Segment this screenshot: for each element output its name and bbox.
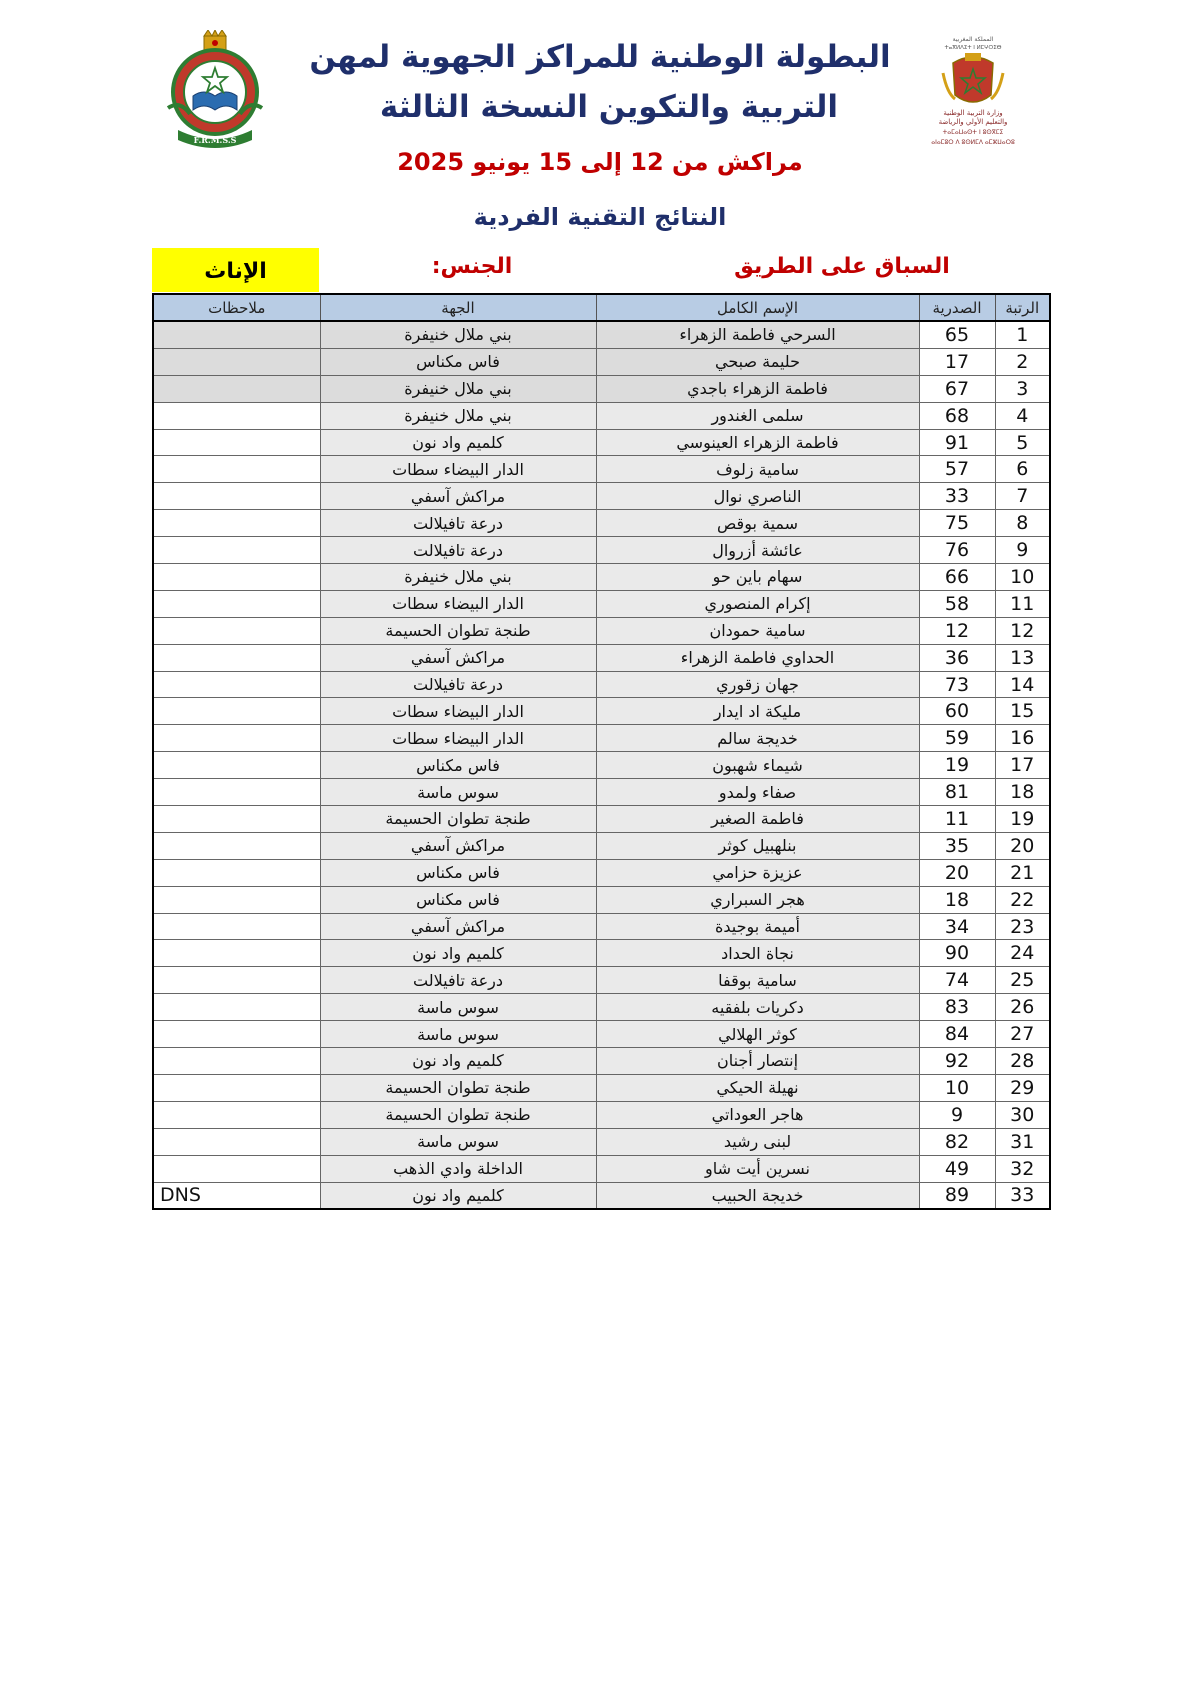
cell-name: أميمة بوجيدة [596,913,919,940]
results-subtitle: النتائج التقنية الفردية [473,203,727,231]
cell-notes [153,402,320,429]
cell-rank: 11 [995,590,1050,617]
table-row [153,590,1050,617]
cell-bib: 75 [919,510,995,537]
cell-bib: 83 [919,994,995,1021]
cell-rank: 21 [995,859,1050,886]
ministry-line1: وزارة التربية الوطنية [943,109,1003,117]
table-row [153,913,1050,940]
col-header-rank: الرتبة [995,294,1050,321]
cell-region: بني ملال خنيفرة [320,375,596,402]
cell-name: نسرين أيت شاو [596,1155,919,1182]
cell-notes [153,644,320,671]
cell-bib: 92 [919,1048,995,1075]
cell-name: شيماء شهبون [596,752,919,779]
table-row [153,1021,1050,1048]
cell-bib: 57 [919,456,995,483]
table-row [153,1048,1050,1075]
cell-name: بنلهبيل كوثر [596,832,919,859]
crown-icon [204,30,226,50]
table-row [153,994,1050,1021]
cell-region: طنجة تطوان الحسيمة [320,806,596,833]
cell-bib: 34 [919,913,995,940]
gender-label: الجنس: [431,254,513,279]
cell-notes [153,725,320,752]
table-row [153,1074,1050,1101]
cell-bib: 49 [919,1155,995,1182]
cell-bib: 18 [919,886,995,913]
cell-notes [153,994,320,1021]
table-row [153,617,1050,644]
cell-bib: 67 [919,375,995,402]
cell-region: مراكش آسفي [320,832,596,859]
table-row [153,1182,1050,1209]
cell-region: طنجة تطوان الحسيمة [320,1101,596,1128]
cell-name: صفاء ولمدو [596,779,919,806]
cell-rank: 28 [995,1048,1050,1075]
cell-notes [153,671,320,698]
cell-region: سوس ماسة [320,994,596,1021]
cell-notes [153,590,320,617]
cell-name: سمية بوقص [596,510,919,537]
cell-rank: 17 [995,752,1050,779]
cell-bib: 90 [919,940,995,967]
cell-rank: 16 [995,725,1050,752]
kingdom-arabic: المملكة المغربية [952,36,994,43]
cell-notes [153,510,320,537]
table-header-row [153,294,1050,321]
gender-value: الإناث [152,248,319,292]
table-row [153,859,1050,886]
cell-name: عزيزة حزامي [596,859,919,886]
cell-bib: 73 [919,671,995,698]
cell-region: فاس مكناس [320,859,596,886]
cell-region: مراكش آسفي [320,644,596,671]
cell-rank: 30 [995,1101,1050,1128]
cell-bib: 19 [919,752,995,779]
cell-region: كلميم واد نون [320,429,596,456]
cell-rank: 19 [995,806,1050,833]
table-row [153,375,1050,402]
cell-rank: 31 [995,1128,1050,1155]
cell-rank: 14 [995,671,1050,698]
table-row [153,564,1050,591]
cell-notes [153,1048,320,1075]
cell-notes [153,913,320,940]
cell-bib: 82 [919,1128,995,1155]
cell-bib: 66 [919,564,995,591]
cell-bib: 59 [919,725,995,752]
cell-region: مراكش آسفي [320,483,596,510]
table-row [153,832,1050,859]
col-header-name: الإسم الكامل [596,294,919,321]
cell-notes [153,617,320,644]
table-row [153,1155,1050,1182]
cell-name: الحداوي فاطمة الزهراء [596,644,919,671]
cell-name: دكريات بلفقيه [596,994,919,1021]
cell-bib: 11 [919,806,995,833]
table-row [153,725,1050,752]
cell-region: فاس مكناس [320,348,596,375]
cell-bib: 58 [919,590,995,617]
cell-rank: 24 [995,940,1050,967]
cell-region: سوس ماسة [320,1021,596,1048]
cell-notes [153,1101,320,1128]
cell-notes [153,832,320,859]
cell-notes [153,348,320,375]
cell-region: مراكش آسفي [320,913,596,940]
table-row [153,321,1050,348]
cell-notes [153,375,320,402]
cell-region: طنجة تطوان الحسيمة [320,1074,596,1101]
results-body [153,321,1050,1209]
table-row [153,429,1050,456]
ministry-logo [915,33,1025,153]
cell-notes: DNS [153,1182,320,1209]
cell-notes [153,537,320,564]
cell-name: حليمة صبحي [596,348,919,375]
cell-rank: 10 [995,564,1050,591]
cell-region: بني ملال خنيفرة [320,402,596,429]
table-row [153,698,1050,725]
cell-bib: 76 [919,537,995,564]
cell-notes [153,806,320,833]
cell-bib: 33 [919,483,995,510]
cell-bib: 89 [919,1182,995,1209]
cell-rank: 33 [995,1182,1050,1209]
col-header-notes: ملاحظات [153,294,320,321]
cell-region: الداخلة وادي الذهب [320,1155,596,1182]
cell-rank: 9 [995,537,1050,564]
results-table [152,293,1051,1210]
cell-name: فاطمة الصغير [596,806,919,833]
cell-notes [153,1155,320,1182]
cell-notes [153,429,320,456]
cell-region: كلميم واد نون [320,1048,596,1075]
cell-region: الدار البيضاء سطات [320,698,596,725]
cell-bib: 60 [919,698,995,725]
cell-rank: 26 [995,994,1050,1021]
cell-name: مليكة اد ايدار [596,698,919,725]
cell-notes [153,698,320,725]
cell-name: سامية بوقفا [596,967,919,994]
cell-bib: 74 [919,967,995,994]
cell-rank: 15 [995,698,1050,725]
table-row [153,671,1050,698]
table-row [153,967,1050,994]
cell-bib: 81 [919,779,995,806]
table-row [153,806,1050,833]
cell-bib: 68 [919,402,995,429]
cell-name: خديجة الحبيب [596,1182,919,1209]
cell-notes [153,859,320,886]
cell-notes [153,886,320,913]
cell-region: درعة تافيلالت [320,967,596,994]
cell-rank: 13 [995,644,1050,671]
cell-region: الدار البيضاء سطات [320,590,596,617]
cell-notes [153,779,320,806]
cell-notes [153,1128,320,1155]
cell-region: الدار البيضاء سطات [320,456,596,483]
event-dates: مراكش من 12 إلى 15 يونيو 2025 [397,148,803,176]
cell-rank: 23 [995,913,1050,940]
cell-rank: 1 [995,321,1050,348]
cell-region: بني ملال خنيفرة [320,321,596,348]
cell-name: عائشة أزروال [596,537,919,564]
table-row [153,940,1050,967]
table-row [153,752,1050,779]
table-row [153,886,1050,913]
cell-region: فاس مكناس [320,752,596,779]
coat-of-arms-icon [943,53,1003,102]
cell-bib: 65 [919,321,995,348]
cell-name: كوثر الهلالي [596,1021,919,1048]
cell-name: إكرام المنصوري [596,590,919,617]
kingdom-tifinagh: ⵜⴰⴳⵍⴷⵉⵜ ⵏ ⵍⵎⵖⵔⵉⴱ [944,45,1002,51]
cell-rank: 18 [995,779,1050,806]
col-header-region: الجهة [320,294,596,321]
event-name: السباق على الطريق [734,254,950,279]
table-row [153,402,1050,429]
cell-name: جهان زقوري [596,671,919,698]
frmss-ribbon-text: F.R.M.S.S [193,135,237,145]
cell-rank: 5 [995,429,1050,456]
table-row [153,537,1050,564]
cell-rank: 22 [995,886,1050,913]
cell-name: فاطمة الزهراء العينوسي [596,429,919,456]
cell-notes [153,1074,320,1101]
cell-notes [153,321,320,348]
cell-bib: 10 [919,1074,995,1101]
ministry-line2: والتعليم الأولي والرياضة [938,118,1008,126]
cell-name: نهيلة الحيكي [596,1074,919,1101]
cell-rank: 32 [995,1155,1050,1182]
cell-region: كلميم واد نون [320,1182,596,1209]
cell-name: سهام باين حو [596,564,919,591]
cell-notes [153,456,320,483]
table-row [153,1101,1050,1128]
cell-notes [153,564,320,591]
cell-rank: 8 [995,510,1050,537]
cell-bib: 84 [919,1021,995,1048]
cell-bib: 91 [919,429,995,456]
cell-rank: 20 [995,832,1050,859]
cell-bib: 17 [919,348,995,375]
col-header-bib: الصدرية [919,294,995,321]
cell-rank: 4 [995,402,1050,429]
cell-rank: 25 [995,967,1050,994]
category-row [152,248,1048,292]
cell-region: سوس ماسة [320,1128,596,1155]
table-row [153,348,1050,375]
table-row [153,456,1050,483]
cell-rank: 12 [995,617,1050,644]
cell-region: سوس ماسة [320,779,596,806]
cell-bib: 36 [919,644,995,671]
page-title [290,32,910,132]
cell-region: درعة تافيلالت [320,671,596,698]
cell-bib: 9 [919,1101,995,1128]
table-row [153,510,1050,537]
cell-name: سامية زلوف [596,456,919,483]
cell-name: فاطمة الزهراء باجدي [596,375,919,402]
cell-rank: 29 [995,1074,1050,1101]
cell-name: إنتصار أجنان [596,1048,919,1075]
cell-notes [153,483,320,510]
title-line-2: التربية والتكوين النسخة الثالثة [379,89,839,125]
cell-rank: 6 [995,456,1050,483]
ministry-line4: ⴰⵏⴰⵎⵓⵔ ⴷ ⵓⵙⵍⵎⴷ ⴰⵎⵣⵡⴰⵔⵓ [931,139,1015,146]
cell-name: هجر السبراري [596,886,919,913]
cell-rank: 3 [995,375,1050,402]
table-row [153,483,1050,510]
cell-notes [153,752,320,779]
frmss-logo [160,30,270,155]
cell-bib: 35 [919,832,995,859]
cell-region: بني ملال خنيفرة [320,564,596,591]
cell-region: درعة تافيلالت [320,510,596,537]
cell-rank: 2 [995,348,1050,375]
cell-name: هاجر العوداتي [596,1101,919,1128]
cell-notes [153,1021,320,1048]
cell-rank: 27 [995,1021,1050,1048]
cell-bib: 12 [919,617,995,644]
cell-name: لبنى رشيد [596,1128,919,1155]
cell-region: فاس مكناس [320,886,596,913]
cell-notes [153,940,320,967]
table-row [153,644,1050,671]
table-row [153,1128,1050,1155]
cell-bib: 20 [919,859,995,886]
cell-region: الدار البيضاء سطات [320,725,596,752]
title-line-1: البطولة الوطنية للمراكز الجهوية لمهن [309,39,891,75]
cell-name: سامية حمودان [596,617,919,644]
ministry-line3: ⵜⴰⵎⴰⵡⴰⵙⵜ ⵏ ⵓⵙⴳⵎⵉ [942,129,1004,136]
cell-name: سلمى الغندور [596,402,919,429]
cell-region: طنجة تطوان الحسيمة [320,617,596,644]
cell-name: الناصري نوال [596,483,919,510]
cell-region: كلميم واد نون [320,940,596,967]
table-row [153,779,1050,806]
cell-rank: 7 [995,483,1050,510]
cell-name: نجاة الحداد [596,940,919,967]
cell-notes [153,967,320,994]
cell-name: خديجة سالم [596,725,919,752]
cell-region: درعة تافيلالت [320,537,596,564]
cell-name: السرحي فاطمة الزهراء [596,321,919,348]
